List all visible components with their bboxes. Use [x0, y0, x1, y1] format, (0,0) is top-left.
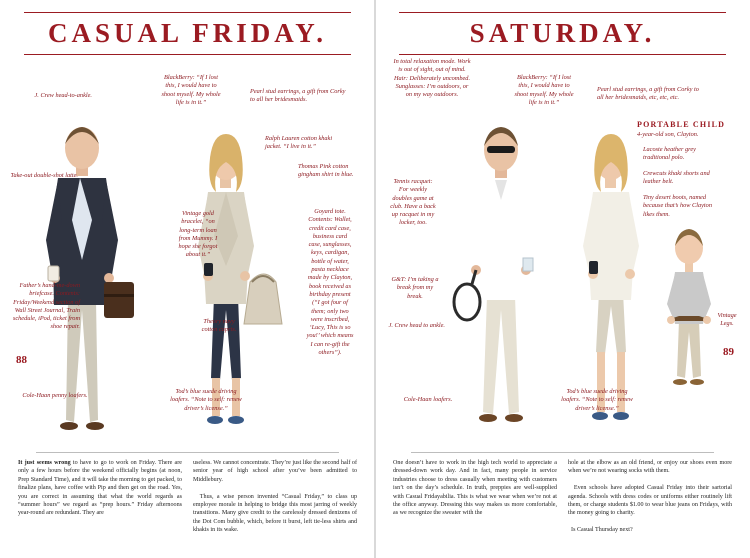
anno-jcrew-head-to-ankle-right: J. Crew head to ankle. — [388, 322, 445, 329]
left-body-column-2: useless. We cannot concentrate. They’re just like the second half of senior year of high school after you’ve been admitted to Middlebury. Thus, a wise person invented “Casual Friday,” to class up employee morale in helping to bridge this most jarring of weekly transitions. Many give credit to the carelessly dressed denizens of the Dot Com bubble, which, before it burst, left tie-less shirts and khakis in its wake. — [193, 460, 357, 534]
anno-blackberry-right: BlackBerry: “If I lost this, I would have to shoot myself. My whole life is in it.” — [514, 74, 574, 106]
anno-ralph-lauren-khaki-jacket: Ralph Lauren cotton khaki jacket. “I live in it.” — [265, 135, 333, 151]
anno-vintage-gold-bracelet: Vintage gold bracelet, “on long-term loan from Mummy. I hope she forgot about it.” — [178, 210, 218, 259]
body-rule-right — [411, 452, 714, 453]
right-body-column-1: One doesn’t have to work in the high tech world to appreciate a dressed-down work day. And in fact, many people in service industries choose to dress casually when meeting with customers isn’t on the day’s schedule. In truth, preppies are well-supplied with Casual Fridayabilia. This is what we wear when we’re not at the office anyway. Dressing this way makes us more comfortable, as we recognize the sweater with the — [393, 460, 557, 517]
left-body-area — [18, 452, 357, 548]
figure-child-clayton — [667, 229, 711, 385]
right-body-area — [393, 452, 732, 548]
right-page — [375, 0, 750, 558]
left-page-number: 88 — [16, 354, 27, 366]
anno-crewcuts-shorts: Crewcuts khaki shorts and leather belt. — [643, 170, 710, 186]
anno-gnt: G&T: I’m taking a break from my break. — [391, 276, 439, 300]
anno-total-relaxation-mode: In total relaxation mode. Work is out of sight, out of mind. Hair: Deliberately uncombed. Sunglasses: I’m outdoors, or on my way outdoors. — [393, 58, 471, 99]
headline-rule-top-right — [399, 12, 726, 13]
portable-child-title: PORTABLE CHILD — [637, 120, 726, 129]
anno-portable-child-sub: 4-year-old son, Clayton. — [637, 131, 699, 138]
anno-tods-blue-suede-loafers: Tod’s blue suede driving loafers. “Note to self: renew driver’s license.” — [170, 388, 242, 412]
headline-rule-top — [24, 12, 351, 13]
anno-jcrew-head-to-ankle: J. Crew head-to-ankle. — [34, 92, 92, 99]
anno-blackberry-left: BlackBerry: “If I lost this, I would have to shoot myself. My whole life is in it.” — [161, 74, 221, 106]
right-page-headline: SATURDAY. — [469, 18, 656, 48]
anno-tiny-desert-boots: Tiny desert boots, named because that’s how Clayton likes them. — [643, 194, 712, 218]
right-page-number: 89 — [723, 346, 734, 358]
anno-theory-navy-capris: Theory navy cotton capris. — [201, 318, 237, 334]
anno-tods-blue-suede-right: Tod’s blue suede driving loafers. “Note to self: renew driver’s license.” — [561, 388, 633, 412]
anno-fathers-briefcase: Father’s hand-me-down briefcase. Contents: Friday/Weekend section of Wall Street Journal, Train schedule, iPod, ticket from shoe repair. — [12, 282, 80, 331]
figure-woman-friday — [198, 134, 282, 424]
anno-goyard-tote: Goyard tote. Contents: Wallet, credit card case, business card case, sunglasses, keys, cardigan, bottle of water, pasta necklace made by Clayton, book received as birthday present (“I got four of them; only two were inscribed, ‘Lucy, This is so you!’ which means I can re-gift the others”). — [306, 208, 354, 357]
left-body-column-1: It just seems wrong to have to go to work on Friday. There are only a few hours before the weekend officially begins (at noon, Prep Standard Time), and it will take the morning to get packed, to finalize plans, have coffee with Pip and then get on the road. Yes, you are correct in assuming that what the world regards as “summer hours” we regard as “prep hours.” Friday afternoons year-round are redundant. They are — [18, 460, 182, 517]
headline-rule-bottom-right — [399, 54, 726, 55]
left-page-headline: CASUAL FRIDAY. — [47, 18, 328, 48]
headline-rule-bottom — [24, 54, 351, 55]
anno-thomas-pink-shirt: Thomas Pink cotton gingham shirt in blue. — [298, 163, 354, 179]
figure-woman-saturday — [583, 134, 639, 420]
anno-cole-haan-loafers-right: Cole-Haan loafers. — [403, 396, 453, 403]
anno-vintage-legs: Vintage Legs. — [717, 312, 737, 328]
anno-pearl-stud-earrings-right: Pearl stud earrings, a gift from Corky to all her bridesmaids, etc, etc, etc. — [597, 86, 699, 102]
anno-take-out-latte: Take-out double-shot latte. — [10, 172, 78, 179]
anno-pearl-stud-earrings: Pearl stud earrings, a gift from Corky to all her bridesmaids. — [250, 88, 346, 104]
figure-man-saturday — [454, 127, 535, 422]
body-rule — [36, 452, 339, 453]
anno-tennis-racquet: Tennis racquet: For weekly doubles game at club. Have a back up racquet in my locker, too. — [390, 178, 436, 227]
right-body-column-2: hole at the elbow as an old friend, or enjoy our shoes even more when we’re not wearing socks with them. Even schools have adopted Casual Friday into their sartorial agenda. Schools with dress codes or uniforms either routinely lift them, or charge students $1.00 to wear blue jeans on Fridays, with the money going to charity. Is Casual Thursday next? — [568, 460, 732, 534]
anno-cole-haan-penny-loafers: Cole-Haan penny loafers. — [22, 392, 88, 399]
anno-lacoste-polo: Lacoste heather grey traditional polo. — [643, 146, 696, 162]
